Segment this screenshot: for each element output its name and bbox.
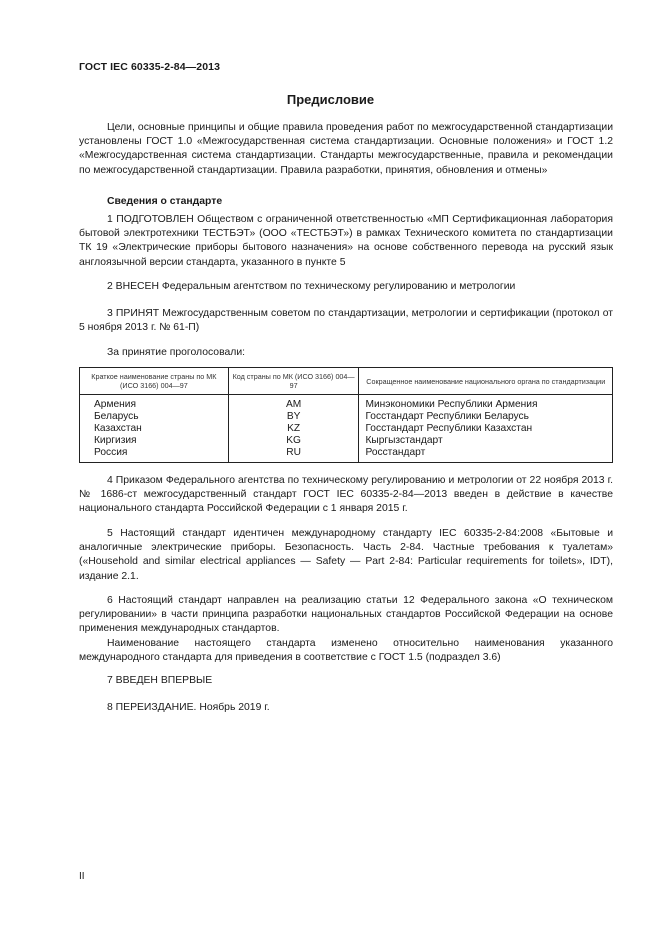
item-6-paragraph: 6 Настоящий стандарт направлен на реализацию статьи 12 Федерального закона «О техническом регулировании» в части принципа разработки национальных стандартов Российской Федерации на основе применения международных стандартов. (79, 595, 613, 635)
table-row (80, 435, 613, 447)
body-cell: Росстандарт (359, 447, 613, 463)
table-row (80, 423, 613, 435)
standard-code-header: ГОСТ IEC 60335-2-84—2013 (79, 61, 221, 73)
body-cell: Госстандарт Республики Казахстан (359, 423, 613, 435)
body-cell: Госстандарт Республики Беларусь (359, 411, 613, 423)
vote-intro-text: За принятие проголосовали: (107, 347, 246, 358)
code-cell: RU (228, 447, 359, 463)
body-cell: Кыргызстандарт (359, 435, 613, 447)
item-7-paragraph: 7 ВВЕДЕН ВПЕРВЫЕ (107, 675, 213, 686)
code-cell: KZ (228, 423, 359, 435)
vote-table-header-row (80, 368, 613, 395)
item-3-section (79, 307, 613, 335)
table-row (80, 395, 613, 412)
vote-intro-section (79, 346, 613, 360)
standard-info-section (79, 195, 613, 209)
item-2-paragraph: 2 ВНЕСЕН Федеральным агентством по техническому регулированию и метрологии (107, 281, 516, 292)
item-5-section (79, 527, 613, 584)
item-6-section (79, 594, 613, 665)
item-2-section (79, 280, 613, 294)
code-cell: AM (228, 395, 359, 412)
header-country-code: Код страны по МК (ИСО 3166) 004—97 (228, 368, 359, 395)
page-number: II (79, 871, 85, 882)
item-1-paragraph: 1 ПОДГОТОВЛЕН Обществом с ограниченной ответственностью «МП Сертификационная лаборатория бытовой электротехники ТЕСТБЭТ» (ООО «ТЕСТБЭТ») в рамках Технического комитета по стандартизации ТК 19 «Электрические приборы бытового назначения» на основе собственного перевода на русский язык англоязычной версии стандарта, указанного в пункте 5 (79, 214, 613, 268)
section-subheading: Сведения о стандарте (107, 196, 223, 207)
country-cell: Россия (80, 447, 229, 463)
intro-section (79, 121, 613, 178)
item-4-section (79, 474, 613, 517)
item-8-section (79, 701, 613, 715)
item-4-paragraph: 4 Приказом Федерального агентства по техническому регулированию и метрологии от 22 ноября 2013 г. № 1686-ст межгосударственный стандарт ГОСТ IEC 60335-2-84—2013 введен в действие в качестве национального стандарта Российской Федерации с 1 января 2015 г. (79, 475, 613, 515)
country-cell: Беларусь (80, 411, 229, 423)
country-cell: Киргизия (80, 435, 229, 447)
vote-table (79, 367, 613, 463)
code-cell: KG (228, 435, 359, 447)
code-cell: BY (228, 411, 359, 423)
country-cell: Армения (80, 395, 229, 412)
table-row (80, 447, 613, 463)
body-cell: Минэкономики Республики Армения (359, 395, 613, 412)
table-row (80, 411, 613, 423)
header-country-name: Краткое наименование страны по МК (ИСО 3166) 004—97 (80, 368, 229, 395)
header-national-body: Сокращенное наименование национального органа по стандартизации (359, 368, 613, 395)
item-8-paragraph: 8 ПЕРЕИЗДАНИЕ. Ноябрь 2019 г. (107, 702, 270, 713)
item-1-section (79, 213, 613, 270)
intro-paragraph: Цели, основные принципы и общие правила проведения работ по межгосударственной стандартизации установлены ГОСТ 1.0 «Межгосударственная система стандартизации. Основные положения» и ГОСТ 1.2 «Межгосударственная система стандартизации. Стандарты межгосударственные, правила и рекомендации по межгосударственной стандартизации. Правила разработки, принятия, обновления и отмены» (79, 122, 613, 176)
item-5-paragraph: 5 Настоящий стандарт идентичен международному стандарту IEC 60335-2-84:2008 «Бытовые и аналогичные электрические приборы. Безопасность. Часть 2-84. Частные требования к туалетам» («Household and similar electrical appliances — Safety — Part 2-84: Particular requirements for toilets», IDT), издание 2.1. (79, 528, 613, 582)
country-cell: Казахстан (80, 423, 229, 435)
item-6-rename-paragraph: Наименование настоящего стандарта изменено относительно наименования указанного международного стандарта для приведения в соответствие с ГОСТ 1.5 (подраздел 3.6) (79, 637, 613, 663)
page-title: Предисловие (286, 92, 375, 107)
item-3-paragraph: 3 ПРИНЯТ Межгосударственным советом по стандартизации, метрологии и сертификации (протокол от 5 ноября 2013 г. № 61-П) (79, 308, 613, 334)
item-7-section (79, 674, 613, 688)
